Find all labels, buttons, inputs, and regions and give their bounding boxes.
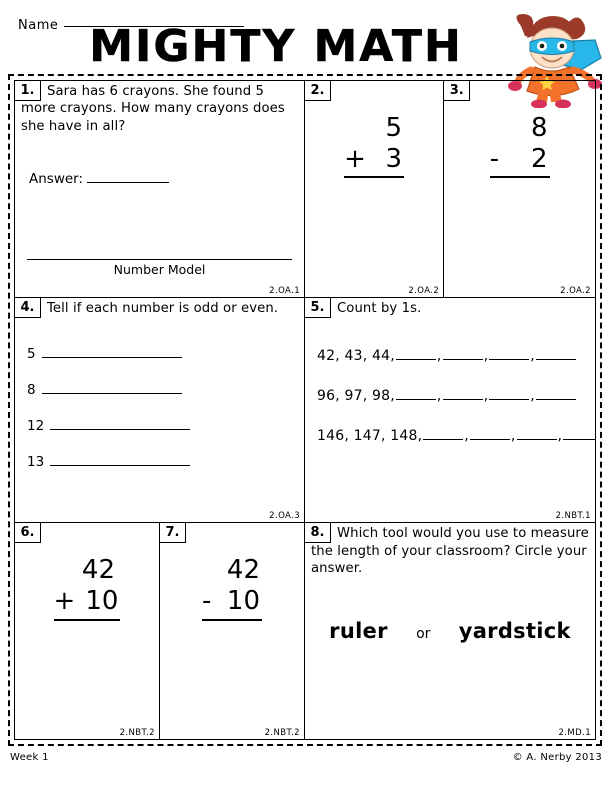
list-item-blank[interactable] — [50, 418, 190, 430]
operator: - — [202, 585, 212, 616]
standard-label: 2.OA.2 — [560, 286, 591, 297]
problem-prompt: Sara has 6 crayons. She found 5 more crayons. How many crayons does she have in all? — [21, 84, 285, 134]
list-item-number: 5 — [27, 346, 36, 363]
problem-number: 7. — [160, 523, 186, 543]
operator: + — [344, 143, 366, 174]
standard-label: 2.OA.1 — [269, 286, 300, 297]
list-item-blank[interactable] — [50, 454, 190, 466]
standard-label: 2.NBT.2 — [119, 727, 155, 738]
number-model-area — [27, 258, 292, 277]
subtrahend-row — [490, 144, 550, 179]
problem-row-1 — [15, 81, 595, 298]
problem-cell-2[interactable] — [305, 81, 444, 297]
sequence-blank[interactable] — [396, 349, 436, 360]
answer-blank[interactable] — [87, 171, 169, 183]
problem-cell-4[interactable] — [15, 298, 305, 522]
counting-sequence-list — [317, 348, 587, 468]
addend-top: 42 — [81, 555, 115, 586]
name-label: Name — [18, 18, 59, 33]
problem-row-2 — [15, 298, 595, 523]
subtrahend-row — [202, 586, 262, 621]
sequence-blank[interactable] — [563, 429, 595, 440]
subtrahend: 10 — [226, 585, 260, 616]
vertical-equation — [160, 555, 304, 620]
choice-yardstick[interactable]: yardstick — [458, 619, 571, 644]
page-footer — [10, 752, 602, 763]
vertical-equation — [444, 113, 595, 178]
vertical-equation — [305, 113, 443, 178]
addend-bottom: 3 — [385, 143, 403, 174]
number-model-label: Number Model — [113, 262, 206, 278]
problem-number: 1. — [15, 81, 41, 101]
minuend: 42 — [226, 555, 260, 586]
sequence-blank[interactable] — [470, 429, 510, 440]
problem-number: 2. — [305, 81, 331, 101]
vertical-equation — [15, 555, 159, 620]
problem-cell-7[interactable] — [160, 523, 305, 739]
odd-even-list — [27, 346, 296, 490]
sequence-blank[interactable] — [489, 389, 529, 400]
operator: + — [53, 585, 76, 616]
sequence-blank[interactable] — [443, 389, 483, 400]
problem-number: 6. — [15, 523, 41, 543]
counting-sequence-row[interactable]: 96, 97, 98, , , , — [317, 388, 587, 404]
list-item-number: 8 — [27, 382, 36, 399]
problem-grid — [14, 80, 596, 740]
sequence-given: 146, 147, 148, — [317, 428, 423, 445]
problem-number: 5. — [305, 298, 331, 318]
footer-copyright: © A. Nerby 2013 — [512, 752, 602, 763]
answer-label: Answer: — [29, 171, 84, 187]
problem-number: 8. — [305, 523, 331, 543]
list-item[interactable] — [27, 418, 296, 434]
addend-bottom-row — [344, 144, 404, 179]
sequence-blank[interactable] — [536, 389, 576, 400]
list-item-number: 13 — [27, 454, 45, 471]
list-item[interactable] — [27, 382, 296, 398]
page-title: MIGHTY MATH — [89, 21, 463, 72]
minuend: 8 — [531, 113, 548, 143]
problem-cell-8[interactable] — [305, 523, 595, 739]
sequence-blank[interactable] — [443, 349, 483, 360]
addend-top: 5 — [385, 113, 403, 143]
worksheet-border — [8, 74, 602, 746]
footer-week-label: Week 1 — [10, 752, 49, 763]
sequence-given: 42, 43, 44, — [317, 348, 395, 365]
problem-prompt: Count by 1s. — [337, 301, 422, 317]
sequence-blank[interactable] — [396, 389, 436, 400]
list-item[interactable] — [27, 346, 296, 362]
list-item-blank[interactable] — [42, 346, 182, 358]
operator: - — [489, 143, 499, 174]
standard-label: 2.MD.1 — [558, 727, 591, 738]
addend-bottom: 10 — [85, 585, 119, 616]
addend-bottom-row — [54, 586, 121, 621]
list-item[interactable] — [27, 454, 296, 470]
counting-sequence-row[interactable]: 42, 43, 44, , , , — [317, 348, 587, 364]
sequence-blank[interactable] — [423, 429, 463, 440]
problem-cell-1[interactable] — [15, 81, 305, 297]
choice-ruler[interactable]: ruler — [329, 619, 388, 644]
answer-choices — [315, 619, 585, 643]
problem-cell-5[interactable] — [305, 298, 595, 522]
choice-separator: or — [416, 626, 431, 643]
standard-label: 2.NBT.2 — [264, 727, 300, 738]
subtrahend: 2 — [531, 143, 548, 174]
sequence-blank[interactable] — [536, 349, 576, 360]
standard-label: 2.NBT.1 — [555, 511, 591, 522]
sequence-blank[interactable] — [517, 429, 557, 440]
number-model-rule[interactable] — [27, 258, 292, 260]
problem-row-3 — [15, 523, 595, 739]
problem-number: 4. — [15, 298, 41, 318]
list-item-number: 12 — [27, 418, 45, 435]
problem-number: 3. — [444, 81, 470, 101]
list-item-blank[interactable] — [42, 382, 182, 394]
sequence-given: 96, 97, 98, — [317, 388, 395, 405]
standard-label: 2.OA.3 — [269, 511, 300, 522]
standard-label: 2.OA.2 — [408, 286, 440, 297]
counting-sequence-row[interactable]: 146, 147, 148, , , , — [317, 428, 587, 444]
sequence-blank[interactable] — [489, 349, 529, 360]
problem-cell-3[interactable] — [444, 81, 595, 297]
problem-prompt: Which tool would you use to measure the length of your classroom? Circle your answer. — [311, 526, 589, 576]
problem-cell-6[interactable] — [15, 523, 160, 739]
answer-line — [29, 171, 169, 187]
problem-prompt: Tell if each number is odd or even. — [47, 301, 279, 317]
